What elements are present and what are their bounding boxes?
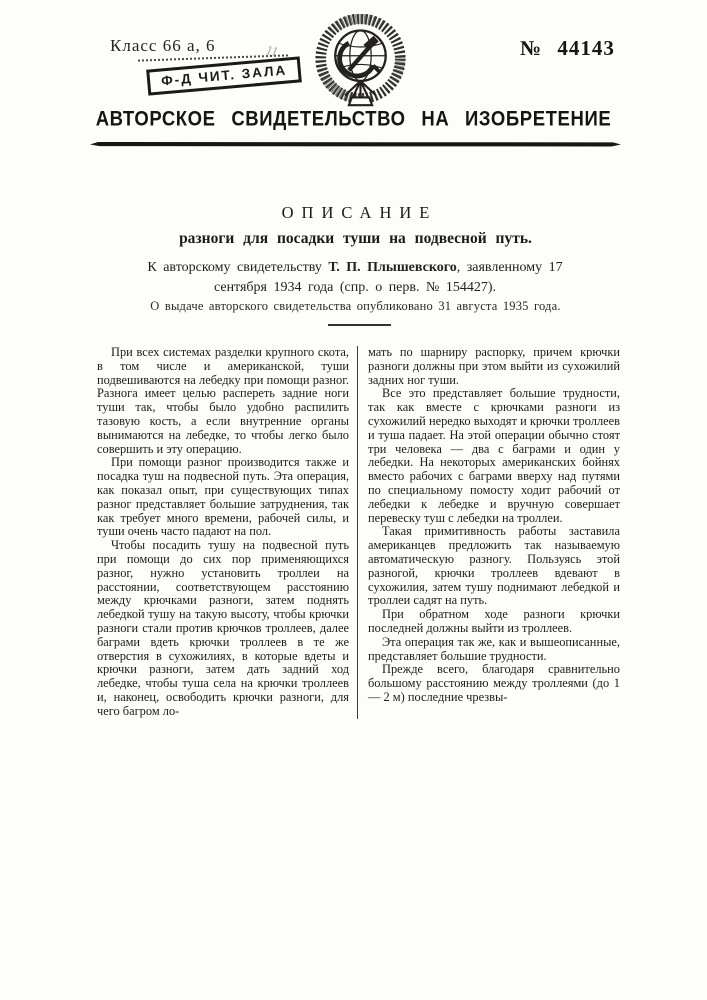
paragraph: Прежде всего, благодаря сравнительно большому расстоянию между троллеями (до 1 — 2 м) последние чрезвы- — [368, 662, 620, 704]
document-number: № 44143 — [520, 36, 615, 60]
section-title: ОПИСАНИЕ — [281, 203, 438, 222]
right-column — [357, 346, 620, 719]
paragraph: мать по шарниру распорку, причем крючки разноги должны при этом выйти из сухожилий задних ног туши. — [368, 345, 620, 387]
left-column — [97, 346, 357, 719]
paragraph: При всех системах разделки крупного скота, в том числе и американской, туши подвешиваются на лебедку при помощи разног. Разнога имеет целью распереть задние ноги туши так, чтобы было удобно распилить тазовую кость, а если внутренние органы вынимаются на лебедке, то чтобы легко было совершить и эту операцию. — [97, 345, 349, 456]
banner-rule — [90, 142, 621, 147]
handwritten-mark: 11 — [264, 42, 280, 59]
author-name: Т. П. Плышевского — [328, 260, 457, 275]
claim-suffix: , заявленному 17 сентября 1934 года (спр. о перв. № 154427). — [213, 260, 563, 295]
claim-prefix: К авторскому свидетельству — [147, 260, 329, 275]
claim-line — [122, 258, 588, 297]
invention-title: разноги для посадки туши на подвесной путь. — [179, 230, 532, 247]
divider-rule — [328, 324, 391, 326]
paragraph: Чтобы посадить тушу на подвесной путь при помощи до сих пор применяющихся разног, нужно установить троллеи на расстоянии, соответствующем расстоянию между крючками разноги, затем поднять лебедкой тушу на такую высоту, чтобы крючки разноги стали против крючков троллеев, далее баграми вдеть крючки троллеев в те же отверстия в сухожилиях, в которые вдеты и крючки разноги, затем дать задний ход лебедке, чтобы туша села на крючки троллеев и, наконец, освободить крючки разноги, для чего багром ло- — [97, 538, 349, 718]
reading-room-stamp — [146, 56, 302, 95]
paragraph: Все это представляет большие трудности, так как вместе с крючками разноги из сухожилий нередко выходят и крючки троллеев и туша падает. На этой операции обычно стоят три человека — два с баграми и один у лебедки. На некоторых американских бойнях вместо рабочих с баграми вверху над путями по специальному помосту ходит рабочий от лебедки к лебедке и вручную совершает перевеску туш с лебедки на троллеи. — [368, 386, 620, 525]
class-label: Класс 66 а, 6 — [110, 36, 216, 55]
text-columns — [97, 346, 624, 719]
paragraph: Такая примитивность работы заставила американцев предложить так называемую автоматическую разногу. Пользуясь этой разногой, крючки троллеев вдевают в сухожилия, затем тушу поднимают лебедкой и троллеи садят на путь. — [368, 524, 620, 608]
ussr-coat-of-arms-icon — [312, 14, 409, 113]
paragraph: При обратном ходе разноги крючки последней должны выйти из троллеев. — [368, 607, 620, 635]
publication-line: О выдаче авторского свидетельства опубликовано 31 августа 1935 года. — [150, 299, 561, 313]
stamp-label: Ф-Д ЧИТ. ЗАЛА — [160, 62, 288, 89]
banner-title: АВТОРСКОЕ СВИДЕТЕЛЬСТВО НА ИЗОБРЕТЕНИЕ — [95, 106, 612, 130]
paragraph: При помощи разног производится также и посадка туш на подвесной путь. Эта операция, как показал опыт, при существующих типах разног представляет большие затруднения, так как требует много времени, рабочей силы, и туши очень часто падают на пол. — [97, 455, 349, 539]
paragraph: Эта операция так же, как и вышеописанные, представляет большие трудности. — [368, 634, 620, 663]
